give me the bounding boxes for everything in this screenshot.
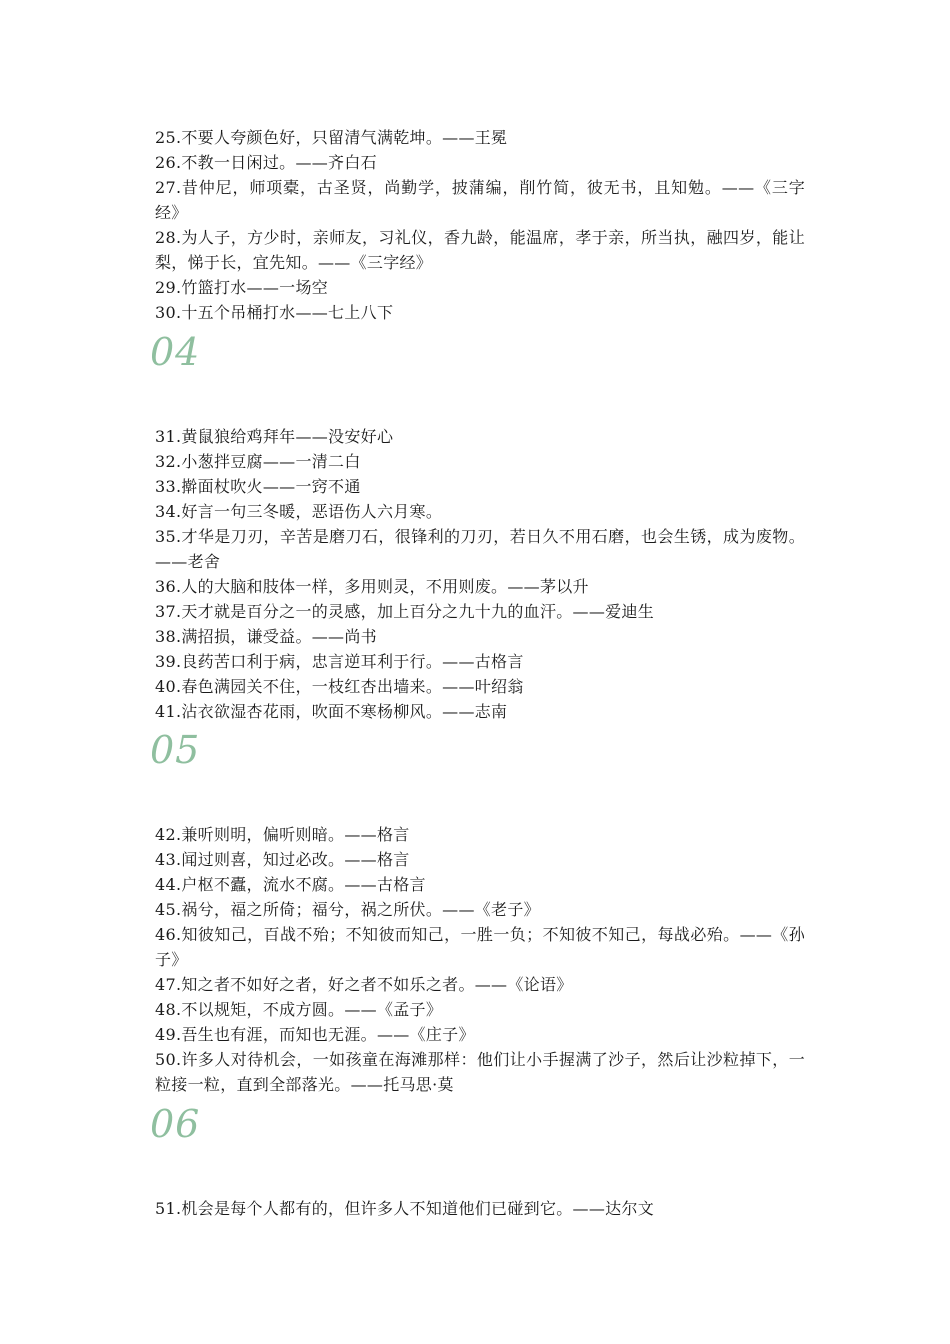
quote-32: 32.小葱拌豆腐——一清二白 — [155, 452, 361, 471]
quote-29: 29.竹篮打水——一场空 — [155, 278, 329, 297]
quote-37: 37.天才就是百分之一的灵感，加上百分之九十九的血汗。——爱迪生 — [155, 602, 655, 621]
quote-31: 31.黄鼠狼给鸡拜年——没安好心 — [155, 427, 394, 446]
quote-42: 42.兼听则明，偏听则暗。——格言 — [155, 825, 410, 844]
quote-33: 33.擀面杖吹火——一窍不通 — [155, 477, 361, 496]
quote-40: 40.春色满园关不住，一枝红杏出墙来。——叶绍翁 — [155, 677, 524, 696]
quote-35: 35.才华是刀刃，辛苦是磨刀石，很锋利的刀刃，若日久不用石磨，也会生锈，成为废物。——老舍 — [155, 527, 805, 571]
quote-51: 51.机会是每个人都有的，但许多人不知道他们已碰到它。——达尔文 — [155, 1199, 655, 1218]
quote-47: 47.知之者不如好之者，好之者不如乐之者。——《论语》 — [155, 975, 573, 994]
quote-46: 46.知彼知己，百战不殆；不知彼而知己，一胜一负；不知彼不知己，每战必殆。——《孙子》 — [155, 925, 805, 969]
quote-25: 25.不要人夸颜色好，只留清气满乾坤。——王冕 — [155, 128, 508, 147]
quote-50: 50.许多人对待机会，一如孩童在海滩那样：他们让小手握满了沙子，然后让沙粒掉下，一粒接一粒，直到全部落光。——托马思·莫 — [155, 1050, 805, 1094]
quote-43: 43.闻过则喜，知过必改。——格言 — [155, 850, 410, 869]
quote-28: 28.为人子，方少时，亲师友，习礼仪，香九龄，能温席，孝于亲，所当执，融四岁，能让梨，悌于长，宜先知。——《三字经》 — [155, 228, 805, 272]
quote-39: 39.良药苦口利于病，忠言逆耳利于行。——古格言 — [155, 652, 524, 671]
section-number-04: 04 — [150, 330, 201, 374]
quote-48: 48.不以规矩，不成方圆。——《孟子》 — [155, 1000, 443, 1019]
section-number-06: 06 — [150, 1102, 201, 1146]
quote-group-1 — [155, 125, 805, 325]
quote-41: 41.沾衣欲湿杏花雨，吹面不寒杨柳风。——志南 — [155, 702, 508, 721]
quote-34: 34.好言一句三冬暖，恶语伤人六月寒。 — [155, 502, 443, 521]
quote-36: 36.人的大脑和肢体一样，多用则灵，不用则废。——茅以升 — [155, 577, 589, 596]
section-number-05: 05 — [150, 728, 201, 772]
quote-group-4 — [155, 1196, 805, 1221]
quote-27: 27.昔仲尼，师项橐，古圣贤，尚勤学，披蒲编，削竹简，彼无书，且知勉。——《三字经》 — [155, 178, 805, 222]
quote-26: 26.不教一日闲过。——齐白石 — [155, 153, 377, 172]
quote-49: 49.吾生也有涯，而知也无涯。——《庄子》 — [155, 1025, 475, 1044]
quote-30: 30.十五个吊桶打水——七上八下 — [155, 303, 394, 322]
quote-38: 38.满招损，谦受益。——尚书 — [155, 627, 377, 646]
quote-44: 44.户枢不蠹，流水不腐。——古格言 — [155, 875, 426, 894]
quote-group-2 — [155, 424, 805, 724]
quote-group-3 — [155, 822, 805, 1097]
quote-45: 45.祸兮，福之所倚；福兮，祸之所伏。——《老子》 — [155, 900, 540, 919]
